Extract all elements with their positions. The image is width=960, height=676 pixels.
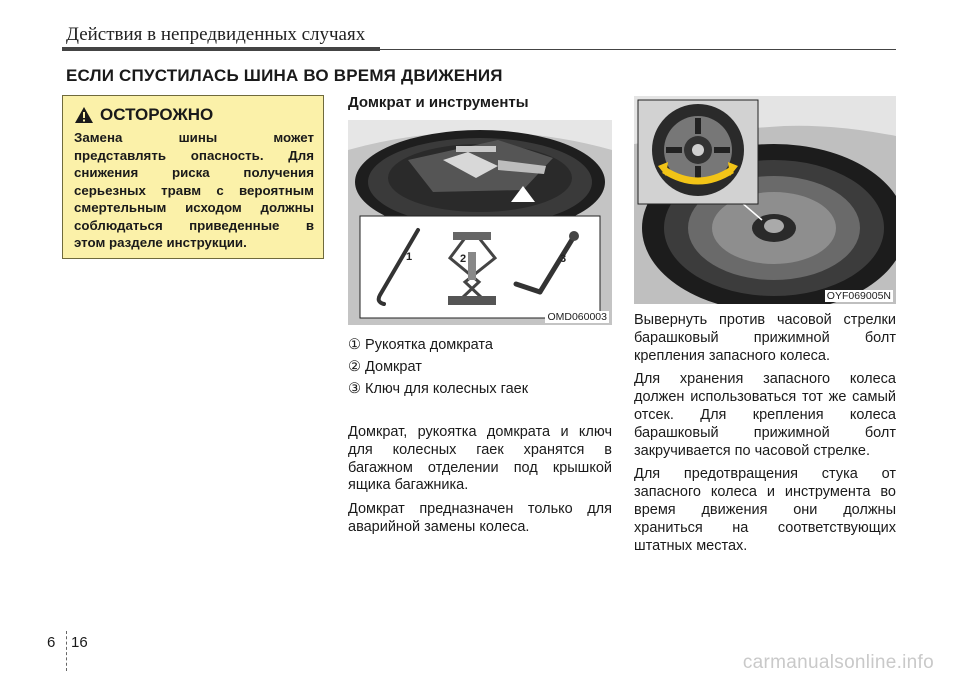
legend-item-lug-wrench: ③ Ключ для колесных гаек: [348, 381, 529, 397]
callout-1: 1: [406, 251, 413, 263]
warning-line: смертельным исходом должны: [74, 200, 314, 215]
header-rule-thin: [380, 49, 896, 50]
warning-triangle-icon: [74, 106, 94, 124]
chapter-number: 6: [47, 634, 56, 651]
jack-tools-legend: [348, 334, 612, 400]
footer-divider: [66, 631, 67, 671]
page-number: 16: [71, 634, 88, 651]
warning-header: [74, 105, 314, 125]
warning-line: Замена шины может: [74, 130, 314, 145]
jack-tools-text: [348, 424, 612, 543]
warning-line: этом разделе инструкции.: [74, 235, 247, 250]
page-header-title: Действия в непредвиденных случаях: [66, 24, 366, 45]
warning-line: серьезных травм с вероятным: [74, 182, 314, 198]
section-title: ЕСЛИ СПУСТИЛАСЬ ШИНА ВО ВРЕМЯ ДВИЖЕНИЯ: [66, 66, 503, 85]
spare-wheel-illustration: [634, 96, 896, 304]
spare-wheel-figure: [634, 96, 896, 304]
callout-3: 3: [560, 253, 567, 265]
figure-code: OMD060003: [547, 311, 607, 323]
legend-item-jack-handle: ① Рукоятка домкрата: [348, 337, 493, 353]
paragraph: Вывернуть против часовой стрелки барашковый прижимной болт крепления запасного колеса.: [634, 312, 896, 364]
paragraph: Домкрат, рукоятка домкрата и ключ для колесных гаек хранятся в багажном отделении под крышкой ящика багажника.: [348, 424, 612, 494]
legend-item-jack: ② Домкрат: [348, 359, 422, 375]
jack-tools-illustration: [348, 120, 612, 325]
jack-tools-subheading: Домкрат и инструменты: [348, 94, 529, 111]
warning-line: представлять опасность. Для: [74, 147, 314, 163]
jack-tools-figure: [348, 120, 612, 325]
paragraph: Для предотвращения стука от запасного колеса и инструмента во время движения они должны храниться на соответствующих штатных местах.: [634, 466, 896, 554]
warning-box: [62, 95, 324, 259]
warning-line: соблюдаться приведенные в: [74, 217, 314, 233]
warning-line: снижения риска получения: [74, 165, 314, 180]
figure-code: OYF069005N: [826, 290, 891, 302]
paragraph: Домкрат предназначен только для аварийной замены колеса.: [348, 501, 612, 535]
spare-wheel-text: [634, 312, 896, 561]
warning-text: [74, 129, 314, 252]
header-rule-thick: [62, 47, 380, 51]
paragraph: Для хранения запасного колеса должен использоваться тот же самый отсек. Для крепления колеса барашковый прижимной болт закручивается по часовой стрелке.: [634, 371, 896, 459]
callout-2: 2: [460, 253, 467, 265]
watermark: carmanualsonline.info: [742, 652, 934, 673]
warning-heading: ОСТОРОЖНО: [100, 105, 214, 124]
